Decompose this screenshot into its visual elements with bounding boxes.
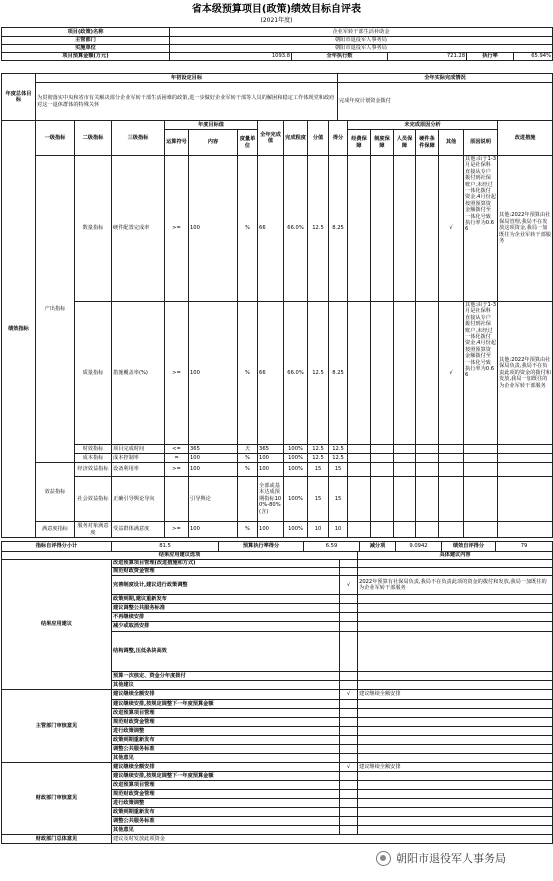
goal-table bbox=[1, 73, 553, 121]
dept-content-3 bbox=[358, 718, 553, 727]
dept-check-3 bbox=[340, 718, 358, 727]
result-check-0 bbox=[340, 560, 358, 568]
score-satisfaction: 10 bbox=[329, 522, 348, 538]
done-satisfaction: 100 bbox=[258, 522, 284, 538]
subtotal-label: 指标自评得分小计 bbox=[2, 542, 112, 552]
done-cost: 100 bbox=[258, 454, 284, 463]
score-cost: 12.5 bbox=[329, 454, 348, 463]
weight-quantity: 12.5 bbox=[308, 156, 329, 302]
finance-option-6: 调整公共服务标准 bbox=[112, 817, 340, 826]
wechat-icon bbox=[376, 851, 391, 866]
finance-check-0: √ bbox=[340, 763, 358, 772]
form-year: (2021年度) bbox=[260, 17, 293, 24]
score-quantity: 8.25 bbox=[329, 156, 348, 302]
final-opinion-label: 财政部门总体意见 bbox=[2, 835, 112, 844]
perf-label: 绩效指标 bbox=[2, 121, 36, 538]
op-cost: = bbox=[165, 454, 189, 463]
content-header: 内容 bbox=[189, 130, 238, 156]
final-score-label: 绩效自评得分 bbox=[442, 542, 496, 552]
op-time: <= bbox=[165, 445, 189, 454]
weight-social: 15 bbox=[308, 477, 329, 522]
exec-value: 721.28 bbox=[388, 53, 467, 61]
done-social: 全部或基本达成预期指标100%-80%(含) bbox=[258, 477, 284, 522]
result-check-8 bbox=[340, 672, 358, 681]
result-content-1 bbox=[358, 568, 553, 576]
l2-satisfaction: 服务对象满意度 bbox=[75, 522, 112, 538]
budget-value: 1093.8 bbox=[170, 53, 292, 61]
result-check-5 bbox=[340, 613, 358, 622]
degree-header: 完成程度 bbox=[284, 121, 308, 156]
dept-check-0: √ bbox=[340, 690, 358, 700]
finance-option-0: 建议继续全额安排 bbox=[112, 763, 340, 772]
measure-quantity: 其他:2022年预算由社保局管理,我局不在发放这项资金,我局一加既往为企业军转干部服务 bbox=[498, 156, 553, 302]
unit-time: 天 bbox=[238, 445, 258, 454]
l3-quantity: 硬件配置完成率 bbox=[112, 156, 165, 302]
l1-output: 产出指标 bbox=[36, 156, 75, 463]
weight-quality: 12.5 bbox=[308, 302, 329, 445]
result-check-1 bbox=[340, 568, 358, 576]
unit-header: 度量单位 bbox=[238, 130, 258, 156]
finance-check-3 bbox=[340, 790, 358, 799]
degree-economic: 100% bbox=[284, 463, 308, 477]
score-economic: 15 bbox=[329, 463, 348, 477]
op-quality: >= bbox=[165, 302, 189, 445]
done-quality: 66 bbox=[258, 302, 284, 445]
finance-content-0: 建议继续全额安排 bbox=[358, 763, 553, 772]
weight-time: 12.5 bbox=[308, 445, 329, 454]
finance-option-7: 其他意见 bbox=[112, 826, 340, 835]
score-social: 15 bbox=[329, 477, 348, 522]
result-option-6: 减少或取消安排 bbox=[112, 622, 340, 632]
project-name-value: 企业军转干部生活补助金 bbox=[170, 28, 553, 37]
impl-label: 实施单位 bbox=[2, 45, 170, 53]
impl-value: 朝阳市退役军人事务局 bbox=[170, 45, 553, 53]
dept-content-5 bbox=[358, 736, 553, 745]
exec-score-label: 预算执行率得分 bbox=[219, 542, 304, 552]
finance-check-7 bbox=[340, 826, 358, 835]
unit-economic: % bbox=[238, 463, 258, 477]
unit-cost: % bbox=[238, 454, 258, 463]
degree-quality: 66.0% bbox=[284, 302, 308, 445]
result-option-4: 建议调整公共服务标准 bbox=[112, 604, 340, 613]
result-check-7 bbox=[340, 632, 358, 672]
other-header: 其他 bbox=[439, 130, 464, 156]
l3-quality: 措施覆盖率(%) bbox=[112, 302, 165, 445]
content-social: 引导舆论 bbox=[189, 477, 238, 522]
dept-option-6: 调整公共服务标准 bbox=[112, 745, 340, 754]
result-option-5: 不再继续安排 bbox=[112, 613, 340, 622]
reason-header: 未完成原因分析 bbox=[348, 121, 498, 130]
dept-content-1 bbox=[358, 700, 553, 709]
dept-content-6 bbox=[358, 745, 553, 754]
score-quality: 8.25 bbox=[329, 302, 348, 445]
finance-option-4: 进行政策调整 bbox=[112, 799, 340, 808]
l2-quality: 质量指标 bbox=[75, 302, 112, 445]
finance-option-3: 规范财政资金管理 bbox=[112, 790, 340, 799]
result-group-label: 结果应用建议 bbox=[2, 560, 112, 690]
dept-option-7: 其他意见 bbox=[112, 754, 340, 763]
l1-header: 一级指标 bbox=[36, 121, 75, 156]
rate-value: 65.94% bbox=[514, 53, 553, 61]
unit-quantity: % bbox=[238, 156, 258, 302]
final-score-value: 79 bbox=[496, 542, 553, 552]
finance-check-2 bbox=[340, 781, 358, 790]
hw-header: 硬件条件保障 bbox=[416, 130, 439, 156]
finance-content-1 bbox=[358, 772, 553, 781]
deduct-value: 9.0942 bbox=[396, 542, 442, 552]
degree-social: 100% bbox=[284, 477, 308, 522]
measure-header: 改进措施 bbox=[498, 121, 553, 156]
watermark-text: 朝阳市退役军人事务局 bbox=[396, 852, 506, 865]
result-content-8 bbox=[358, 672, 553, 681]
result-content-0 bbox=[358, 560, 553, 568]
dept-label: 主管部门 bbox=[2, 37, 170, 45]
dept-group-label: 主管部门审核意见 bbox=[2, 690, 112, 763]
project-name-label: 项目(政策)名称 bbox=[2, 28, 170, 37]
explain-quantity: 其他:由于1-3月是社保科直接从专户拨付到社保账户,未经过一体化拨付资金,4月份起按照预算资金额拨付至一体化号致执行率为0.66 bbox=[464, 156, 498, 302]
result-option-2: 完善制度设计,建议进行政策调整 bbox=[112, 576, 340, 595]
finance-check-5 bbox=[340, 808, 358, 817]
dept-content-2 bbox=[358, 709, 553, 718]
result-content-4 bbox=[358, 604, 553, 613]
l2-cost: 成本指标 bbox=[75, 454, 112, 463]
dept-check-1 bbox=[340, 700, 358, 709]
result-option-9: 其他建议 bbox=[112, 681, 340, 690]
suggest-header-right: 具体建议内容 bbox=[358, 552, 553, 560]
explain-quality: 其他:由于1-3月是社保科直接从专户拨付到社保账户,未经过一体化拨付资金,4月份起按照预算资金额拨付至一体化号致执行率为0.66 bbox=[464, 302, 498, 445]
l3-time: 项目完成时间 bbox=[112, 445, 165, 454]
degree-quantity: 66.0% bbox=[284, 156, 308, 302]
l3-satisfaction: 受益群体满意度 bbox=[112, 522, 165, 538]
goal-actual-label: 全年实际完成情况 bbox=[338, 74, 553, 83]
result-content-7 bbox=[358, 632, 553, 672]
content-satisfaction: 100 bbox=[189, 522, 238, 538]
dept-check-2 bbox=[340, 709, 358, 718]
finance-content-2 bbox=[358, 781, 553, 790]
subtotal-value: 81.5 bbox=[112, 542, 219, 552]
result-content-3 bbox=[358, 595, 553, 604]
result-check-2: √ bbox=[340, 576, 358, 595]
dept-option-0: 建议继续全额安排 bbox=[112, 690, 340, 700]
l2-social: 社会效益指标 bbox=[75, 477, 112, 522]
weight-header: 分值 bbox=[308, 121, 329, 156]
dept-content-0: 建议继续全额安排 bbox=[358, 690, 553, 700]
content-quality: 100 bbox=[189, 302, 238, 445]
score-header: 得分 bbox=[329, 121, 348, 156]
staff-header: 人员保障 bbox=[394, 130, 416, 156]
l1-benefit: 效益指标 bbox=[36, 463, 75, 522]
measure-quality: 其他:2022年预算由社保局负责,我局不在负责此项的资金的拨付和发放,我局一加既往的为企业军转干部服务 bbox=[498, 302, 553, 445]
dept-check-7 bbox=[340, 754, 358, 763]
rate-label: 执行率 bbox=[467, 53, 514, 61]
goal-initial-label: 年初设定目标 bbox=[36, 74, 338, 83]
goal-actual-text: 完成年度计划资金拨付 bbox=[338, 83, 553, 121]
finance-option-5: 政策到期重新发布 bbox=[112, 808, 340, 817]
l3-cost: 成本控制率 bbox=[112, 454, 165, 463]
finance-option-2: 改进预算项目管理 bbox=[112, 781, 340, 790]
finance-content-5 bbox=[358, 808, 553, 817]
form-title: 省本级预算项目(政策)绩效目标自评表 bbox=[191, 4, 362, 15]
l3-economic: 设备利用率 bbox=[112, 463, 165, 477]
watermark bbox=[376, 848, 551, 868]
result-content-5 bbox=[358, 613, 553, 622]
op-quantity: >= bbox=[165, 156, 189, 302]
degree-cost: 100% bbox=[284, 454, 308, 463]
content-time: 365 bbox=[189, 445, 238, 454]
suggestion-table bbox=[1, 551, 553, 844]
result-option-0: 改进预算项目管理(改进措施和方式) bbox=[112, 560, 340, 568]
dept-option-5: 政策到期重新发布 bbox=[112, 736, 340, 745]
op-satisfaction: >= bbox=[165, 522, 189, 538]
suggest-header-left: 结果应用建议选项 bbox=[2, 552, 358, 560]
op-header: 运算符号 bbox=[165, 130, 189, 156]
result-option-7: 结构调整,压低条块高效 bbox=[112, 632, 340, 672]
l2-time: 时效指标 bbox=[75, 445, 112, 454]
result-check-4 bbox=[340, 604, 358, 613]
exec-score-value: 6.59 bbox=[304, 542, 360, 552]
finance-content-6 bbox=[358, 817, 553, 826]
info-table bbox=[1, 27, 553, 61]
dept-option-3: 规范财政资金管理 bbox=[112, 718, 340, 727]
indicator-table bbox=[1, 120, 553, 538]
weight-economic: 15 bbox=[308, 463, 329, 477]
unit-satisfaction: % bbox=[238, 522, 258, 538]
dept-check-6 bbox=[340, 745, 358, 754]
unit-quality: % bbox=[238, 302, 258, 445]
finance-content-3 bbox=[358, 790, 553, 799]
degree-satisfaction: 100% bbox=[284, 522, 308, 538]
finance-check-6 bbox=[340, 817, 358, 826]
budget-label: 项目预算金额(万元) bbox=[2, 53, 170, 61]
weight-satisfaction: 10 bbox=[308, 522, 329, 538]
deduct-label: 减分项 bbox=[360, 542, 396, 552]
result-option-3: 政策到期,建议重新发布 bbox=[112, 595, 340, 604]
l2-economic: 经济效益指标 bbox=[75, 463, 112, 477]
finance-group-label: 财政部门审核意见 bbox=[2, 763, 112, 835]
result-option-1: 规范财政资金管理 bbox=[112, 568, 340, 576]
other-check-quality: √ bbox=[439, 302, 464, 445]
dept-option-2: 改进预算项目管理 bbox=[112, 709, 340, 718]
final-opinion-text: 建议及时发放此项资金 bbox=[112, 835, 553, 844]
content-cost: 100 bbox=[189, 454, 238, 463]
sys-header: 制度保障 bbox=[371, 130, 394, 156]
finance-option-1: 建议继续安排,按规定调整下一年度预算金额 bbox=[112, 772, 340, 781]
goal-initial-text: 为贯彻落实中央和省市有关解决部分企业军转干部生活困难的政策,进一步做好企业军转干部等人员的解困和稳定工作体现党和政府对这一退休群体的特殊关怀 bbox=[36, 83, 338, 121]
result-content-9 bbox=[358, 681, 553, 690]
op-economic: >= bbox=[165, 463, 189, 477]
content-economic: 100 bbox=[189, 463, 238, 477]
econ-header: 经费保障 bbox=[348, 130, 371, 156]
explain-header: 原因说明 bbox=[464, 130, 498, 156]
done-time: 365 bbox=[258, 445, 284, 454]
goal-row-label: 年度总体目标 bbox=[2, 74, 36, 121]
l1-satisfaction: 满意度指标 bbox=[36, 522, 75, 538]
result-content-2: 2022年预算有社保局负责,我局不在负责此项的资金的拨付和发放,我局一加既往的为企业军转干部服务 bbox=[358, 576, 553, 595]
dept-option-4: 进行政策调整 bbox=[112, 727, 340, 736]
dept-content-4 bbox=[358, 727, 553, 736]
result-option-8: 预算一次核定、资金分年度拨付 bbox=[112, 672, 340, 681]
dept-option-1: 建议继续安排,按规定调整下一年度预算金额 bbox=[112, 700, 340, 709]
result-check-9 bbox=[340, 681, 358, 690]
weight-cost: 12.5 bbox=[308, 454, 329, 463]
content-quantity: 100 bbox=[189, 156, 238, 302]
other-check-quantity: √ bbox=[439, 156, 464, 302]
done-quantity: 66 bbox=[258, 156, 284, 302]
dept-check-5 bbox=[340, 736, 358, 745]
degree-time: 100% bbox=[284, 445, 308, 454]
done-economic: 100 bbox=[258, 463, 284, 477]
l2-quantity: 数量指标 bbox=[75, 156, 112, 302]
finance-content-7 bbox=[358, 826, 553, 835]
target-header: 年度目标值 bbox=[165, 121, 258, 130]
result-check-3 bbox=[340, 595, 358, 604]
l2-header: 二级指标 bbox=[75, 121, 112, 156]
exec-label: 全年执行数 bbox=[292, 53, 388, 61]
result-check-6 bbox=[340, 622, 358, 632]
done-header: 全年完成值 bbox=[258, 121, 284, 156]
dept-content-7 bbox=[358, 754, 553, 763]
dept-check-4 bbox=[340, 727, 358, 736]
dept-value: 朝阳市退役军人事务局 bbox=[170, 37, 553, 45]
l3-header: 三级指标 bbox=[112, 121, 165, 156]
score-time: 12.5 bbox=[329, 445, 348, 454]
result-content-6 bbox=[358, 622, 553, 632]
finance-check-1 bbox=[340, 772, 358, 781]
finance-content-4 bbox=[358, 799, 553, 808]
l3-social: 正确引导舆论导向 bbox=[112, 477, 165, 522]
finance-check-4 bbox=[340, 799, 358, 808]
